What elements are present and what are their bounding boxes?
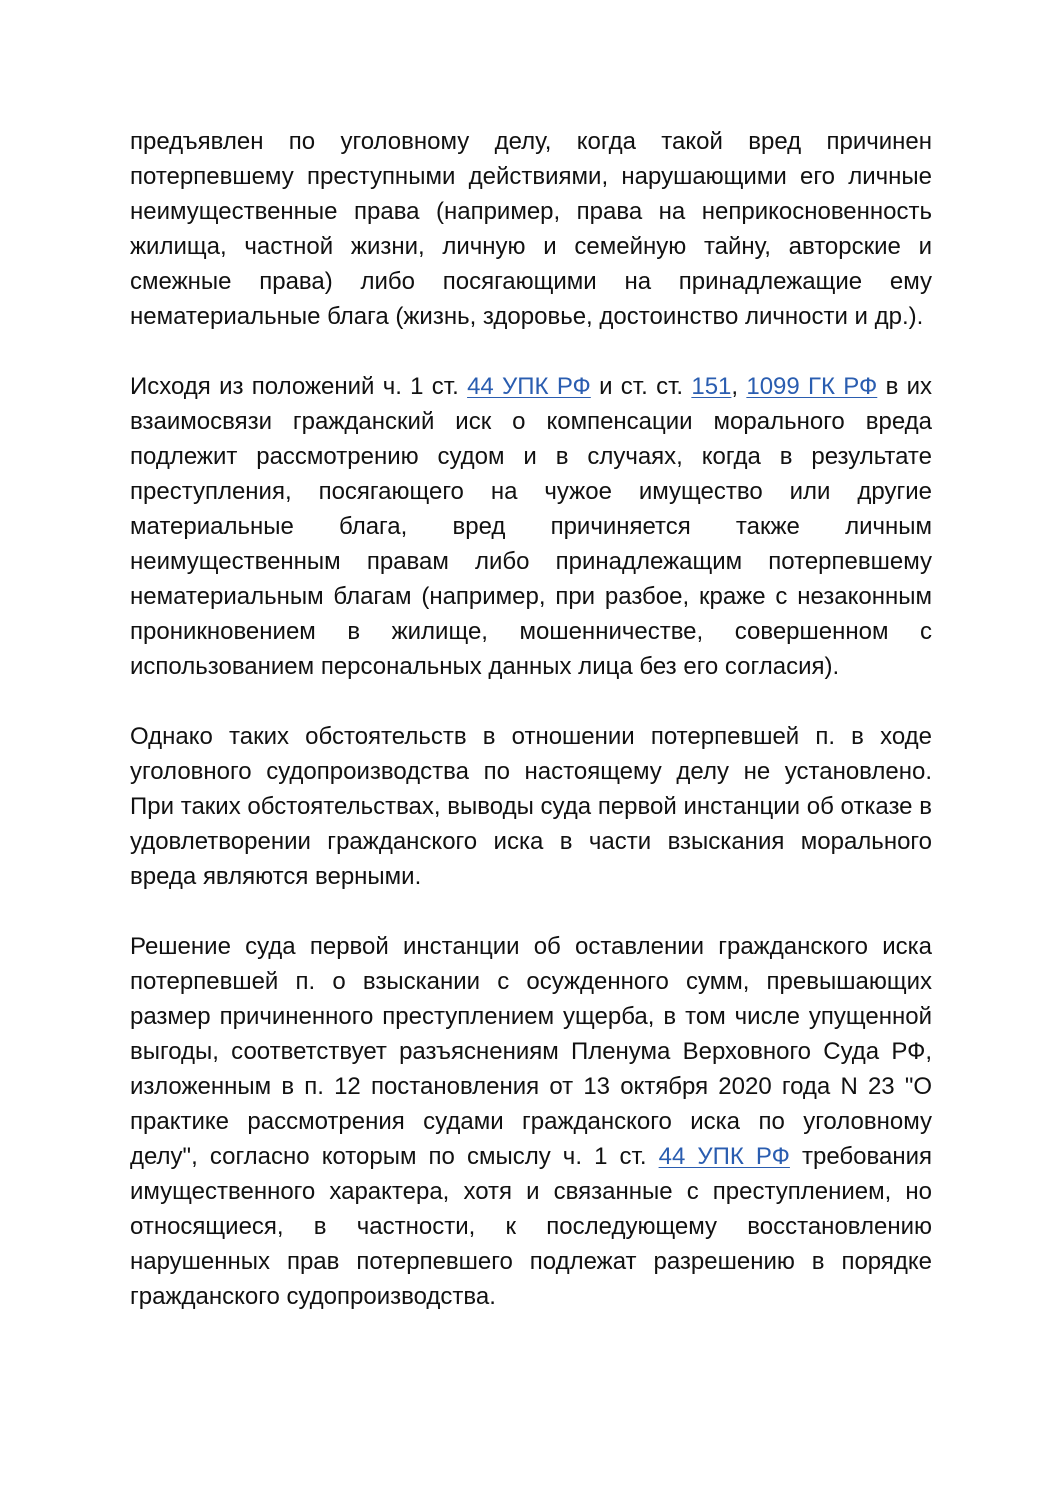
- link-151[interactable]: 151: [691, 373, 732, 400]
- paragraph-4-text-1: Решение суда первой инстанции об оставлении гражданского иска потерпевшей п. о взыскании с осужденного сумм, превышающих размер причиненного преступлением ущерба, в том числе упущенной выгоды, соответствует разъяснениям Пленума Верховного Суда РФ, изложенным в п. 12 постановления от 13 октября 2020 года N 23 "О практике рассмотрения судами гражданского иска по уголовному делу", согласно которым по смыслу ч. 1 ст.: [130, 933, 932, 1170]
- paragraph-4: [130, 929, 932, 1314]
- link-44-upk-rf[interactable]: 44 УПК РФ: [467, 373, 591, 400]
- paragraph-2-text-3: ,: [731, 373, 747, 400]
- document-page: [130, 124, 932, 1314]
- link-1099-gk-rf[interactable]: 1099 ГК РФ: [746, 373, 878, 400]
- paragraph-1: предъявлен по уголовному делу, когда такой вред причинен потерпевшему преступными действиями, нарушающими его личные неимущественные права (например, права на неприкосновенность жилища, частной жизни, личную и семейную тайну, авторские и смежные права) либо посягающими на принадлежащие ему нематериальные блага (жизнь, здоровье, достоинство личности и др.).: [130, 128, 932, 330]
- paragraph-4-text-2: требования имущественного характера, хотя и связанные с преступлением, но относящиеся, в частности, к последующему восстановлению нарушенных прав потерпевшего подлежат разрешению в порядке гражданского судопроизводства.: [130, 1143, 933, 1310]
- paragraph-2-text-2: и ст. ст.: [590, 373, 692, 400]
- paragraph-2: [130, 369, 932, 684]
- paragraph-2-text-4: в их взаимосвязи гражданский иск о компенсации морального вреда подлежит рассмотрению судом и в случаях, когда в результате преступления, посягающего на чужое имущество или другие материальные блага, вред причиняется также личным неимущественным правам либо принадлежащим потерпевшему нематериальным благам (например, при разбое, краже с незаконным проникновением в жилище, мошенничестве, совершенном с использованием персональных данных лица без его согласия).: [130, 373, 933, 680]
- paragraph-3: Однако таких обстоятельств в отношении потерпевшей п. в ходе уголовного судопроизводства по настоящему делу не установлено. При таких обстоятельствах, выводы суда первой инстанции об отказе в удовлетворении гражданского иска в части взыскания морального вреда являются верными.: [130, 723, 932, 890]
- link-44-upk-rf-2[interactable]: 44 УПК РФ: [658, 1143, 790, 1170]
- paragraph-2-text-1: Исходя из положений ч. 1 ст.: [130, 373, 468, 400]
